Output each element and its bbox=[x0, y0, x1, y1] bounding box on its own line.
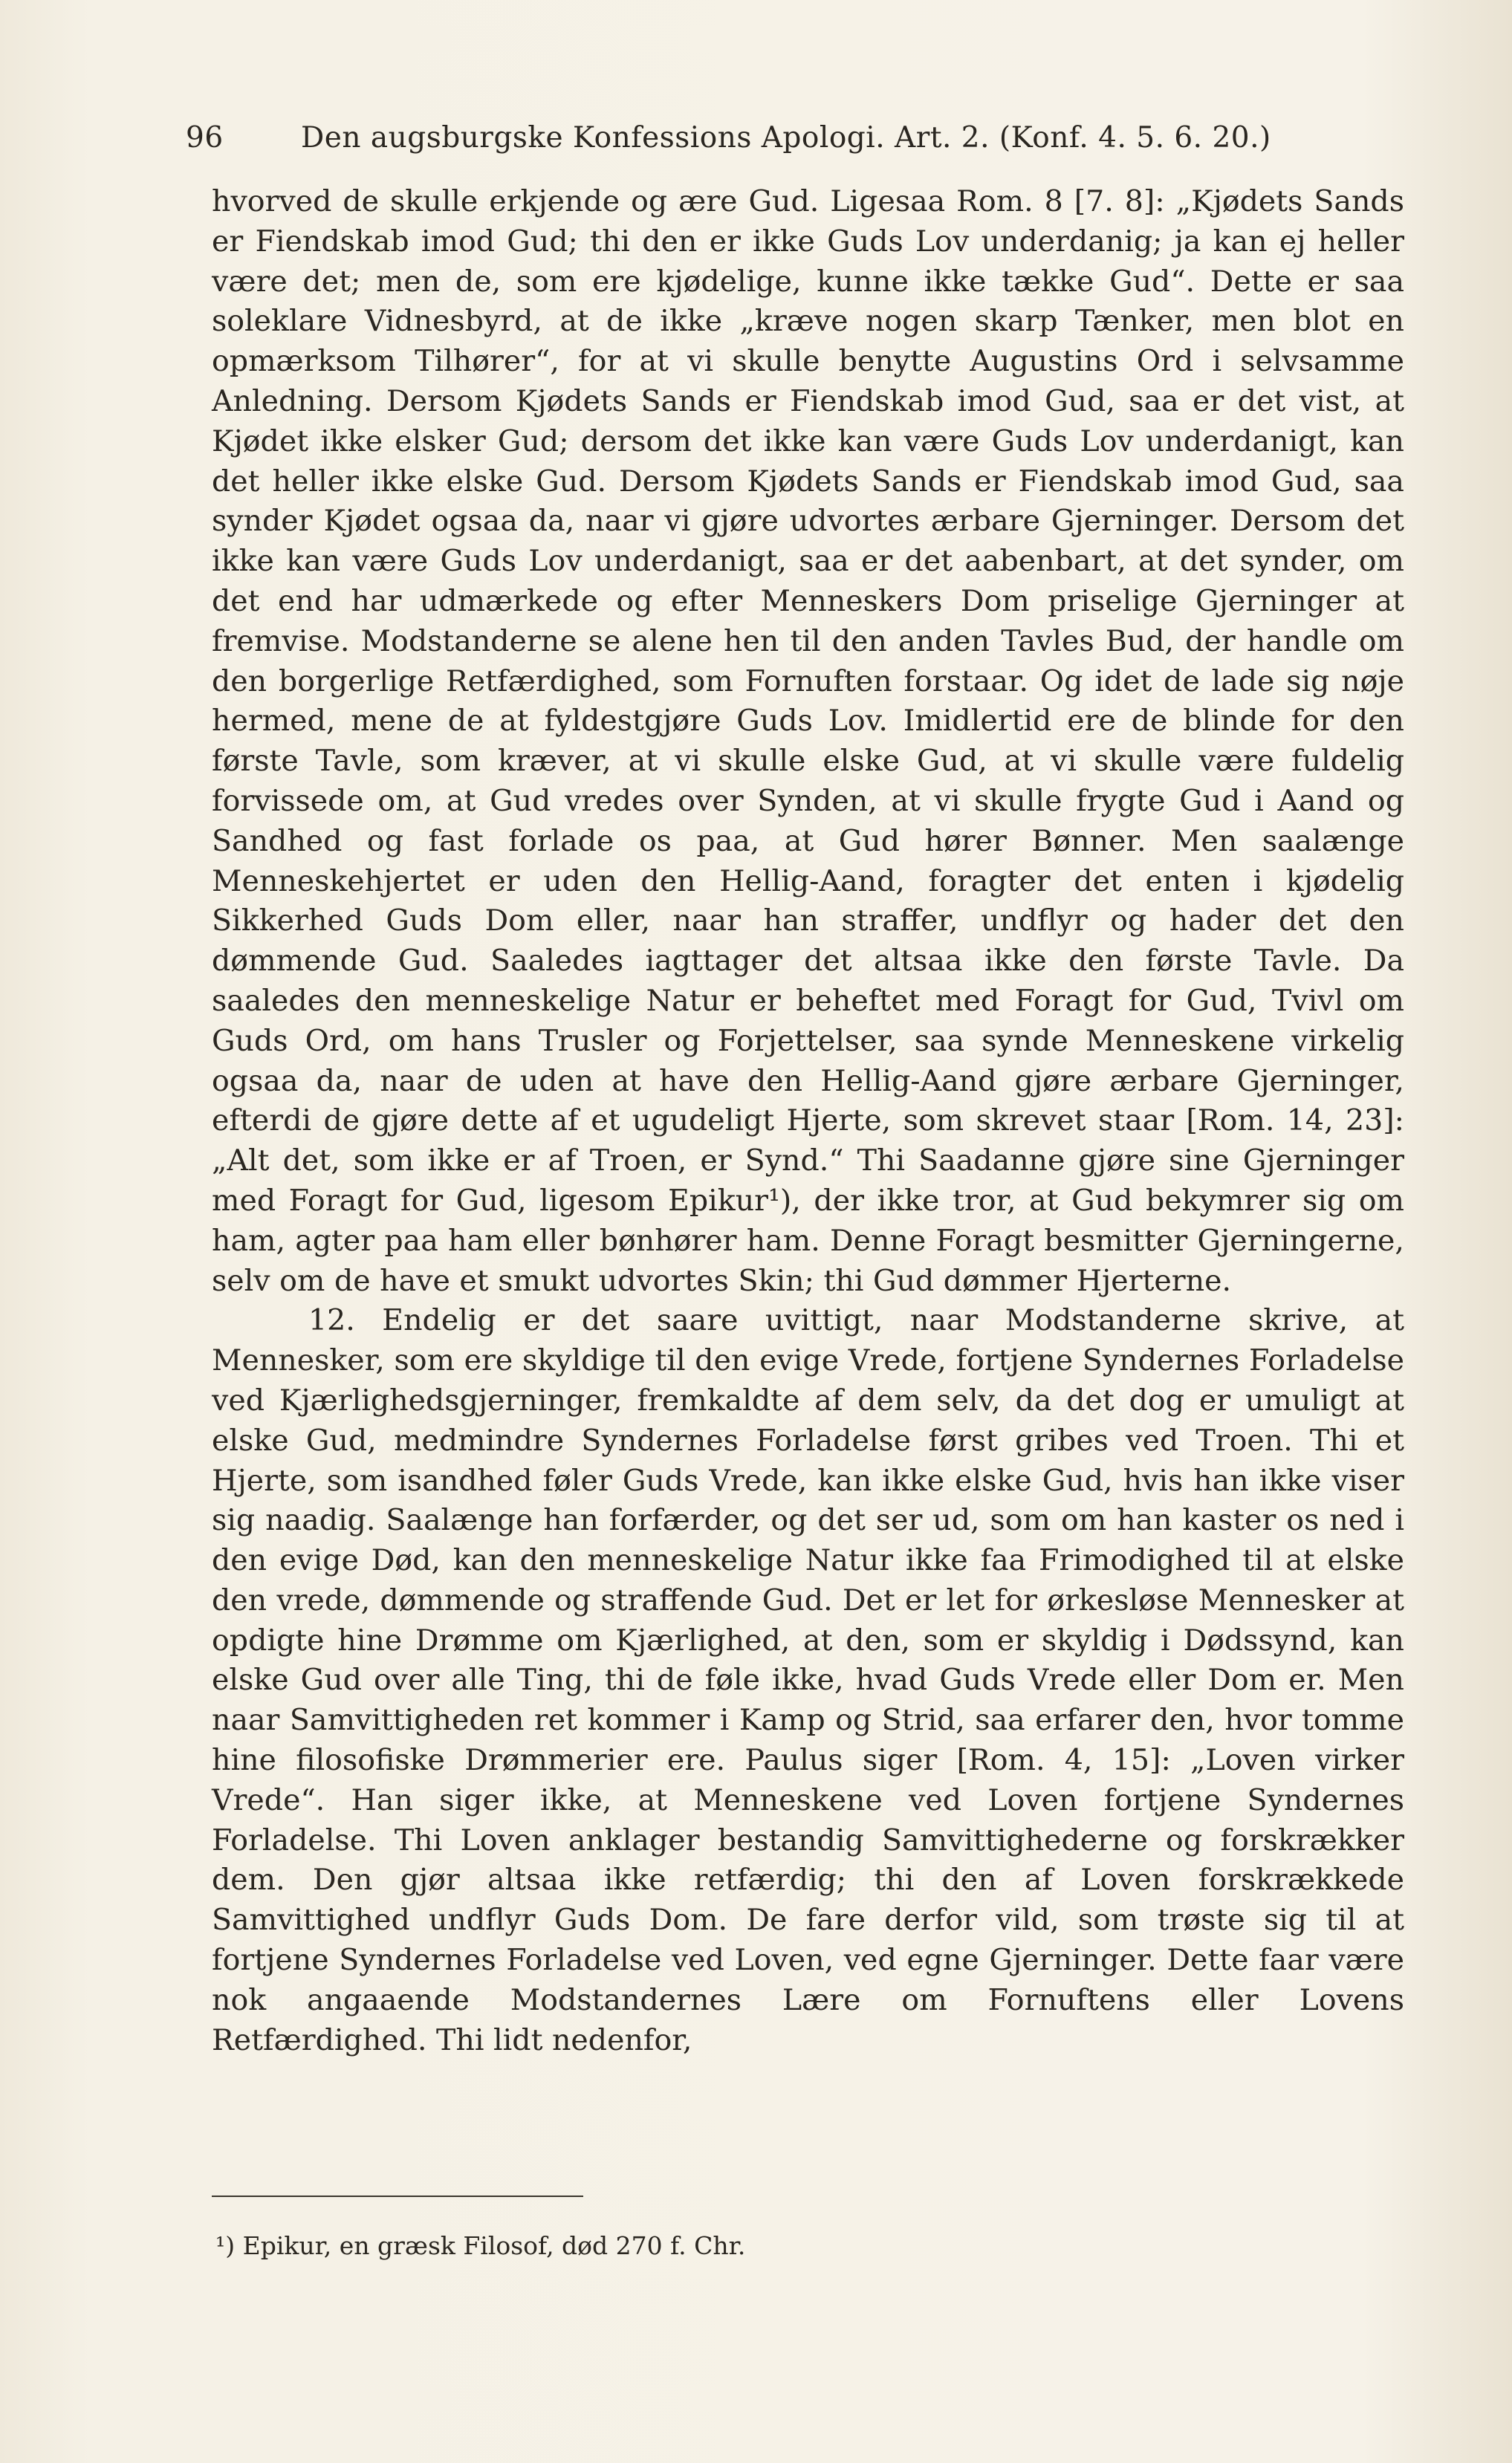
footnote-text: Epikur, en græsk Filosof, død 270 f. Chr. bbox=[242, 2231, 746, 2260]
body-text bbox=[212, 182, 1404, 2060]
page-header bbox=[186, 111, 1345, 163]
page-number: 96 bbox=[186, 120, 224, 155]
paragraph-2: 12. Endelig er det saare uvittigt, naar Modstanderne skrive, at Mennesker, som ere skyldige til den evige Vrede, fortjene Syndernes Forladelse ved Kjærlighedsgjerninger, fremkaldte af dem selv, da det dog er umuligt at elske Gud, medmindre Syndernes Forladelse først gribes ved Troen. Thi et Hjerte, som isandhed føler Guds Vrede, kan ikke elske Gud, hvis han ikke viser sig naadig. Saalænge han forfærder, og det ser ud, som om han kaster os ned i den evige Død, kan den menneskelige Natur ikke faa Frimodighed til at elske den vrede, dømmende og straffende Gud. Det er let for ørkesløse Mennesker at opdigte hine Drømme om Kjærlighed, at den, som er skyldig i Dødssynd, kan elske Gud over alle Ting, thi de føle ikke, hvad Guds Vrede eller Dom er. Men naar Samvittigheden ret kommer i Kamp og Strid, saa erfarer den, hvor tomme hine filosofiske Drømmerier ere. Paulus siger [Rom. 4, 15]: „Loven virker Vrede“. Han siger ikke, at Menneskene ved Loven fortjene Syndernes Forladelse. Thi Loven anklager bestandig Samvittighederne og forskrækker dem. Den gjør altsaa ikke retfærdig; thi den af Loven forskrækkede Samvittighed undflyr Guds Dom. De fare derfor vild, som trøste sig til at fortjene Syndernes Forladelse ved Loven, ved egne Gjerninger. Dette faar være nok angaaende Modstandernes Lære om Fornuftens eller Lovens Retfærdighed. Thi lidt nedenfor, bbox=[212, 1303, 1404, 2057]
footnote bbox=[215, 2229, 1404, 2262]
running-title: Den augsburgske Konfessions Apologi. Art. 2. (Konf. 4. 5. 6. 20.) bbox=[301, 120, 1271, 155]
footnote-marker: ¹) bbox=[215, 2231, 236, 2260]
footnote-rule bbox=[212, 2196, 583, 2197]
paragraph-1: hvorved de skulle erkjende og ære Gud. Ligesaa Rom. 8 [7. 8]: „Kjødets Sands er Fiendskab imod Gud; thi den er ikke Guds Lov underdanig; ja kan ej heller være det; men de, som ere kjødelige, kunne ikke tække Gud“. Dette er saa soleklare Vidnesbyrd, at de ikke „kræve nogen skarp Tænker, men blot en opmærksom Tilhører“, for at vi skulle benytte Augustins Ord i selvsamme Anledning. Dersom Kjødets Sands er Fiendskab imod Gud, saa er det vist, at Kjødet ikke elsker Gud; dersom det ikke kan være Guds Lov underdanigt, kan det heller ikke elske Gud. Dersom Kjødets Sands er Fiendskab imod Gud, saa synder Kjødet ogsaa da, naar vi gjøre udvortes ærbare Gjerninger. Dersom det ikke kan være Guds Lov underdanigt, saa er det aabenbart, at det synder, om det end har udmærkede og efter Menneskers Dom priselige Gjerninger at fremvise. Modstanderne se alene hen til den anden Tavles Bud, der handle om den borgerlige Retfærdighed, som Fornuften forstaar. Og idet de lade sig nøje hermed, mene de at fyldestgjøre Guds Lov. Imidlertid ere de blinde for den første Tavle, som kræver, at vi skulle elske Gud, at vi skulle være fuldelig forvissede om, at Gud vredes over Synden, at vi skulle frygte Gud i Aand og Sandhed og fast forlade os paa, at Gud hører Bønner. Men saalænge Menneskehjertet er uden den Hellig-Aand, foragter det enten i kjødelig Sikkerhed Guds Dom eller, naar han straffer, undflyr og hader det den dømmende Gud. Saaledes iagttager det altsaa ikke den første Tavle. Da saaledes den menneskelige Natur er beheftet med Foragt for Gud, Tvivl om Guds Ord, om hans Trusler og Forjettelser, saa synde Menneskene virkelig ogsaa da, naar de uden at have den Hellig-Aand gjøre ærbare Gjerninger, efterdi de gjøre dette af et ugudeligt Hjerte, som skrevet staar [Rom. 14, 23]: „Alt det, som ikke er af Troen, er Synd.“ Thi Saadanne gjøre sine Gjerninger med Foragt for Gud, ligesom Epikur¹), der ikke tror, at Gud bekymrer sig om ham, agter paa ham eller bønhører ham. Denne Foragt besmitter Gjerningerne, selv om de have et smukt udvortes Skin; thi Gud dømmer Hjerterne. bbox=[212, 184, 1404, 1298]
